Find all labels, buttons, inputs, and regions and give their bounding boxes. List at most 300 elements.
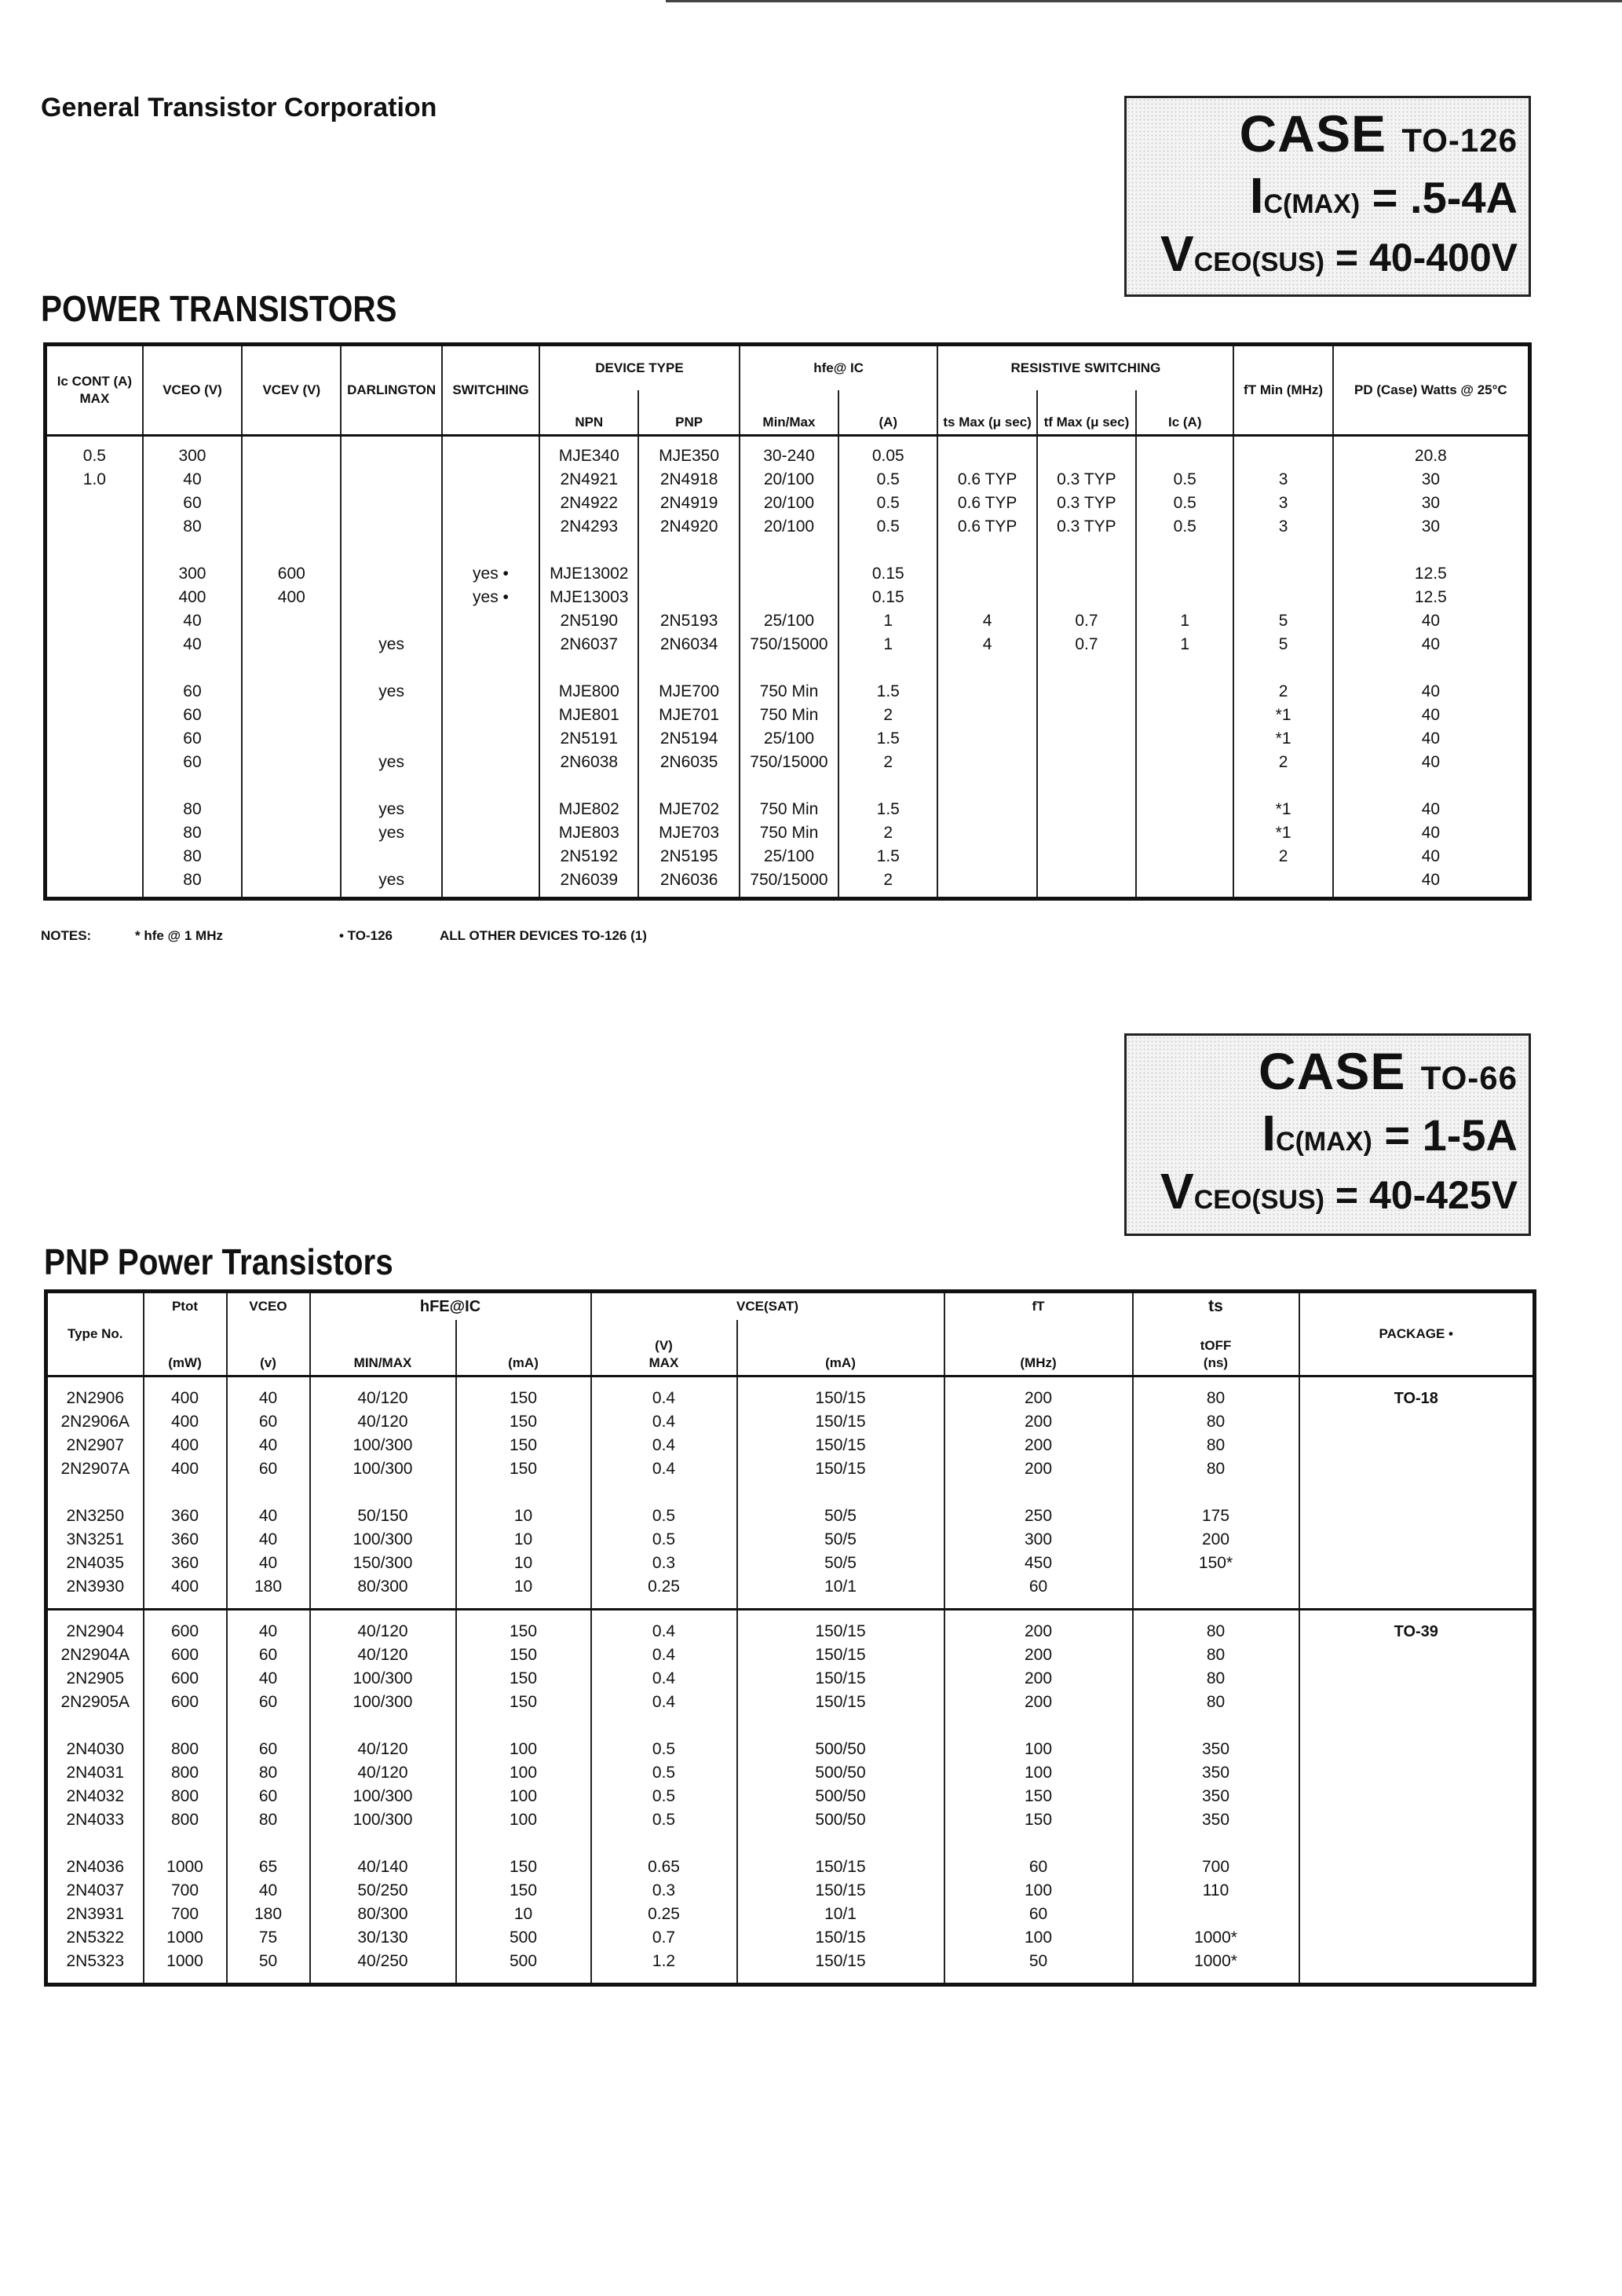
power-cell xyxy=(47,751,142,774)
pnp-cell: 2N4033 xyxy=(66,1811,125,1829)
power-cell xyxy=(342,468,440,492)
power-cell xyxy=(1137,444,1233,468)
case-box-to66 xyxy=(1124,1033,1531,1236)
power-cell xyxy=(47,633,142,656)
hdr-vceo: VCEO xyxy=(227,1292,310,1320)
pnp-cell: 400 xyxy=(170,1460,199,1478)
pnp-cell: 150 xyxy=(509,1389,538,1407)
pnp-cell: 175 xyxy=(1201,1507,1230,1525)
power-col-vcev xyxy=(242,436,341,899)
hdr-v: (V) xyxy=(655,1338,673,1353)
pnp-cell: 100 xyxy=(509,1764,538,1782)
power-cell: 2 xyxy=(1278,682,1288,700)
power-cell xyxy=(243,444,340,468)
pnp-cell: 40/120 xyxy=(357,1389,408,1407)
power-cell: 1 xyxy=(883,612,893,630)
hdr-pd-case: PD (Case) Watts @ 25°C xyxy=(1333,345,1530,436)
power-cell: 750 Min xyxy=(759,706,819,724)
power-cell xyxy=(443,680,539,704)
hdr-minmax: Min/Max xyxy=(740,390,838,436)
pnp-cell: 600 xyxy=(170,1646,199,1664)
note-hfe: * hfe @ 1 MHz xyxy=(135,928,223,943)
power-cell: 2N6039 xyxy=(560,871,619,889)
pnp-cell: 700 xyxy=(1201,1858,1230,1876)
pnp-col-ma xyxy=(456,1377,591,1610)
power-cell: 60 xyxy=(183,494,202,512)
pnp-cell: 0.4 xyxy=(652,1389,676,1407)
pnp-cell: 100/300 xyxy=(353,1530,413,1548)
power-cell xyxy=(1038,586,1135,609)
pnp-cell: 400 xyxy=(170,1578,199,1596)
pnp-cell: 40/140 xyxy=(357,1858,408,1876)
power-cell xyxy=(443,798,539,821)
pnp-cell: 360 xyxy=(170,1554,199,1572)
power-cell xyxy=(47,821,142,845)
power-cell xyxy=(1137,586,1233,609)
pnp-cell: 0.4 xyxy=(652,1436,676,1454)
pnp-col-minmax xyxy=(310,1377,456,1610)
power-cell xyxy=(342,704,440,727)
pnp-cell: 40 xyxy=(258,1436,278,1454)
power-cell xyxy=(938,751,1036,774)
power-cell xyxy=(443,704,539,727)
pnp-cell: 10 xyxy=(513,1530,533,1548)
pnp-cell: 150 xyxy=(509,1413,538,1431)
pnp-cell: 60 xyxy=(258,1646,278,1664)
hdr-ts: ts xyxy=(1133,1292,1299,1320)
pnp-cell: 800 xyxy=(170,1811,199,1829)
power-cell xyxy=(443,633,539,656)
pnp-cell: 700 xyxy=(170,1905,199,1923)
power-cell: 2N6034 xyxy=(659,635,718,653)
pnp-cell: 180 xyxy=(254,1578,283,1596)
company-name: General Transistor Corporation xyxy=(41,93,437,122)
pnp-cell: 150 xyxy=(509,1646,538,1664)
hdr-resistive-switching: RESISTIVE SWITCHING xyxy=(937,345,1233,390)
power-cell: 1 xyxy=(1180,635,1190,653)
power-col-tf xyxy=(1037,436,1136,899)
power-cell xyxy=(243,821,340,845)
power-cell: 40 xyxy=(1421,729,1441,748)
power-cell: MJE340 xyxy=(558,447,619,465)
power-cell: 0.6 TYP xyxy=(957,494,1017,512)
pnp-cell: 100 xyxy=(1024,1881,1053,1899)
hdr-switching: SWITCHING xyxy=(442,345,539,436)
pnp-cell: 100 xyxy=(509,1811,538,1829)
pnp-cell: 60 xyxy=(1028,1905,1048,1923)
pnp-cell: 150/15 xyxy=(815,1622,866,1640)
power-cell: *1 xyxy=(1275,729,1291,748)
pnp-cell: 80 xyxy=(1206,1389,1226,1407)
pnp-cell: 2N4035 xyxy=(66,1554,125,1572)
pnp-cell: 80 xyxy=(1206,1669,1226,1687)
power-cell: 40 xyxy=(1421,635,1441,653)
pnp-cell: 80 xyxy=(1206,1693,1226,1711)
pnp-cell: 80/300 xyxy=(357,1905,408,1923)
power-cell xyxy=(1234,586,1332,609)
power-cell: 2N6035 xyxy=(659,753,718,771)
hdr-vceo: VCEO (V) xyxy=(143,345,242,436)
power-cell: 0.6 TYP xyxy=(957,517,1017,536)
power-cell: 2N4919 xyxy=(659,494,718,512)
pnp-cell: 2N2905 xyxy=(66,1669,125,1687)
power-cell: 30 xyxy=(1421,470,1441,488)
power-cell xyxy=(1038,751,1135,774)
power-col-npn xyxy=(539,436,638,899)
pnp-transistors-table xyxy=(44,1289,1536,1987)
power-cell xyxy=(1038,444,1135,468)
pnp-cell: 500/50 xyxy=(815,1764,866,1782)
power-cell xyxy=(243,798,340,821)
power-cell xyxy=(1234,444,1332,468)
power-cell: MJE802 xyxy=(558,800,619,818)
pnp-col-ma2 xyxy=(737,1610,944,1985)
hdr-package: PACKAGE • xyxy=(1299,1292,1535,1377)
hdr-tf-max: tf Max (μ sec) xyxy=(1037,390,1136,436)
pnp-cell: 100 xyxy=(1024,1929,1053,1947)
power-cell: 2N4921 xyxy=(560,470,619,488)
power-cell: 0.3 TYP xyxy=(1057,494,1116,512)
power-cell xyxy=(443,444,539,468)
pnp-cell: 40 xyxy=(258,1507,278,1525)
pnp-cell xyxy=(1134,1575,1299,1599)
pnp-cell: 1000* xyxy=(1194,1952,1237,1970)
hdr-ic-cont: Ic CONT (A) MAX xyxy=(46,345,143,436)
pnp-cell: 60 xyxy=(258,1787,278,1805)
pnp-cell: 150/300 xyxy=(353,1554,413,1572)
power-cell xyxy=(47,798,142,821)
power-cell xyxy=(243,868,340,892)
pnp-cell: 1000 xyxy=(166,1858,203,1876)
pnp-cell: 150 xyxy=(509,1460,538,1478)
pnp-cell: 500/50 xyxy=(815,1740,866,1758)
power-cell: yes xyxy=(378,800,404,818)
pnp-cell: 200 xyxy=(1024,1693,1053,1711)
note-all-other: ALL OTHER DEVICES TO-126 (1) xyxy=(440,928,647,943)
power-cell: 20/100 xyxy=(763,517,815,536)
hdr-ft-unit: (MHz) xyxy=(944,1320,1133,1377)
top-rule xyxy=(666,0,1622,2)
hdr-ma2: (mA) xyxy=(737,1320,944,1377)
pnp-cell: 2N2904A xyxy=(60,1646,130,1664)
hdr-darlington: DARLINGTON xyxy=(341,345,441,436)
power-table-body xyxy=(46,436,1530,899)
pnp-cell: 65 xyxy=(258,1858,278,1876)
power-cell xyxy=(47,727,142,751)
pnp-cell: 360 xyxy=(170,1530,199,1548)
power-cell xyxy=(938,845,1036,868)
pnp-cell: 100/300 xyxy=(353,1693,413,1711)
pnp-cell: 50/5 xyxy=(824,1530,857,1548)
pnp-cell: 0.65 xyxy=(648,1858,680,1876)
pnp-cell: 50/5 xyxy=(824,1554,857,1572)
pnp-cell: 2N2906 xyxy=(66,1389,125,1407)
power-cell: yes • xyxy=(473,588,509,606)
power-cell xyxy=(443,845,539,868)
pnp-cell: 150/15 xyxy=(815,1881,866,1899)
pnp-cell: 0.3 xyxy=(652,1554,676,1572)
power-col-a xyxy=(838,436,937,899)
vceo-sus-spec: VCEO(SUS) = 40-425V xyxy=(1160,1163,1518,1219)
power-cell xyxy=(443,751,539,774)
power-cell: MJE800 xyxy=(558,682,619,700)
pnp-cell: 10/1 xyxy=(824,1578,857,1596)
pnp-cell: 80 xyxy=(1206,1646,1226,1664)
power-cell xyxy=(1038,727,1135,751)
power-cell: 300 xyxy=(178,565,206,583)
power-cell xyxy=(47,586,142,609)
ic-max-spec: IC(MAX) = 1-5A xyxy=(1262,1105,1518,1161)
pnp-cell: 0.4 xyxy=(652,1669,676,1687)
power-cell: 30 xyxy=(1421,517,1441,536)
pnp-cell: 2N5323 xyxy=(66,1952,125,1970)
hdr-minmax: MIN/MAX xyxy=(310,1320,456,1377)
hdr-v-max xyxy=(591,1320,737,1377)
power-cell xyxy=(1137,868,1233,892)
power-cell xyxy=(47,845,142,868)
power-cell: 2 xyxy=(883,824,893,842)
pnp-cell: 10 xyxy=(513,1507,533,1525)
power-cell xyxy=(1137,704,1233,727)
power-cell: 40 xyxy=(1421,706,1441,724)
hdr-ft-min: fT Min (MHz) xyxy=(1233,345,1332,436)
pnp-cell: 200 xyxy=(1024,1436,1053,1454)
pnp-cell: 400 xyxy=(170,1413,199,1431)
power-cell: 1.5 xyxy=(876,682,900,700)
power-cell xyxy=(938,444,1036,468)
pnp-cell: 150/15 xyxy=(815,1436,866,1454)
power-cell: 5 xyxy=(1278,635,1288,653)
power-cell xyxy=(1234,562,1332,586)
power-col-ic xyxy=(46,436,143,899)
power-cell: 80 xyxy=(183,800,202,818)
pnp-cell: 400 xyxy=(170,1389,199,1407)
power-cell xyxy=(243,704,340,727)
power-cell: 80 xyxy=(183,847,202,865)
pnp-cell: 2N2905A xyxy=(60,1693,130,1711)
power-cell: MJE13003 xyxy=(550,588,629,606)
pnp-cell: 150 xyxy=(509,1693,538,1711)
pnp-cell: 0.5 xyxy=(652,1740,676,1758)
pnp-cell: 0.5 xyxy=(652,1764,676,1782)
pnp-cell: 40 xyxy=(258,1389,278,1407)
power-cell: 2 xyxy=(883,753,893,771)
power-cell: 750 Min xyxy=(759,800,819,818)
power-cell: MJE803 xyxy=(558,824,619,842)
pnp-cell: 2N4037 xyxy=(66,1881,125,1899)
power-cell: 40 xyxy=(1421,847,1441,865)
power-cell xyxy=(1038,821,1135,845)
pnp-cell: 10 xyxy=(513,1554,533,1572)
pnp-cell: 350 xyxy=(1201,1740,1230,1758)
power-cell: 3 xyxy=(1278,494,1288,512)
power-cell xyxy=(639,562,738,586)
pnp-cell: 10/1 xyxy=(824,1905,857,1923)
power-cell: 2N6036 xyxy=(659,871,718,889)
power-cell: 4 xyxy=(982,612,992,630)
power-cell xyxy=(740,586,838,609)
pnp-cell: 100 xyxy=(509,1787,538,1805)
power-cell xyxy=(47,515,142,539)
power-cell: 12.5 xyxy=(1414,565,1447,583)
power-cell xyxy=(1137,821,1233,845)
pnp-cell: 0.4 xyxy=(652,1646,676,1664)
power-cell: 1.5 xyxy=(876,847,900,865)
power-cell: 2N5195 xyxy=(659,847,718,865)
power-cell xyxy=(1137,798,1233,821)
power-cell: 750/15000 xyxy=(750,635,828,653)
pnp-cell: 600 xyxy=(170,1693,199,1711)
pnp-cell: 150/15 xyxy=(815,1389,866,1407)
pnp-cell: 60 xyxy=(258,1693,278,1711)
hdr-hfe-ic: hfe@ IC xyxy=(740,345,938,390)
hdr-ts-max: ts Max (μ sec) xyxy=(937,390,1036,436)
pnp-cell: 60 xyxy=(258,1740,278,1758)
power-cell xyxy=(47,704,142,727)
case-box-to126 xyxy=(1124,96,1531,297)
power-cell: 80 xyxy=(183,871,202,889)
pnp-cell: 150 xyxy=(1024,1811,1053,1829)
pnp-cell: 150/15 xyxy=(815,1669,866,1687)
power-cell: *1 xyxy=(1275,824,1291,842)
pnp-cell: 100 xyxy=(1024,1740,1053,1758)
hdr-amp: (A) xyxy=(838,390,937,436)
power-cell: yes xyxy=(378,682,404,700)
pnp-cell: 500/50 xyxy=(815,1811,866,1829)
hdr-device-type: DEVICE TYPE xyxy=(539,345,740,390)
pnp-cell: 40/250 xyxy=(357,1952,408,1970)
power-cell: 2 xyxy=(883,706,893,724)
pnp-cell: 40 xyxy=(258,1622,278,1640)
power-cell: MJE700 xyxy=(659,682,720,700)
power-cell xyxy=(243,727,340,751)
pnp-cell: 300 xyxy=(1024,1530,1053,1548)
pnp-cell: 150/15 xyxy=(815,1858,866,1876)
power-cell: 0.3 TYP xyxy=(1057,470,1116,488)
pnp-cell: 2N2904 xyxy=(66,1622,125,1640)
power-cell: MJE801 xyxy=(558,706,619,724)
power-cell: 300 xyxy=(178,447,206,465)
pnp-cell: 0.3 xyxy=(652,1881,676,1899)
pnp-cell: 60 xyxy=(1028,1578,1048,1596)
hdr-type-no: Type No. xyxy=(46,1292,144,1377)
power-cell xyxy=(740,562,838,586)
pnp-cell: 150 xyxy=(509,1858,538,1876)
power-cell: 0.5 xyxy=(82,447,106,465)
power-cell xyxy=(639,586,738,609)
pnp-cell: 0.5 xyxy=(652,1530,676,1548)
power-cell: MJE703 xyxy=(659,824,720,842)
pnp-cell: 0.25 xyxy=(648,1578,680,1596)
power-cell xyxy=(1137,680,1233,704)
pnp-cell: 0.4 xyxy=(652,1693,676,1711)
vceo-sus-spec: VCEO(SUS) = 40-400V xyxy=(1160,225,1518,282)
pnp-cell: 100/300 xyxy=(353,1669,413,1687)
pnp-section-to18 xyxy=(46,1377,1535,1610)
power-col-ic2 xyxy=(1136,436,1233,899)
power-cell: 60 xyxy=(183,706,202,724)
pnp-cell: 100 xyxy=(509,1740,538,1758)
power-cell xyxy=(243,751,340,774)
power-cell xyxy=(243,515,340,539)
pnp-cell: 2N3931 xyxy=(66,1905,125,1923)
pnp-cell: 150 xyxy=(509,1881,538,1899)
power-cell: MJE702 xyxy=(659,800,720,818)
pnp-cell: 30/130 xyxy=(357,1929,408,1947)
pnp-cell: 1000* xyxy=(1194,1929,1237,1947)
power-col-vceo xyxy=(143,436,242,899)
pnp-cell: 150 xyxy=(509,1622,538,1640)
power-cell: 2 xyxy=(1278,753,1288,771)
pnp-col-ma2 xyxy=(737,1377,944,1610)
power-cell xyxy=(342,609,440,633)
power-cell xyxy=(342,586,440,609)
power-cell: 40 xyxy=(1421,871,1441,889)
pnp-cell: 50/250 xyxy=(357,1881,408,1899)
pnp-cell: 0.25 xyxy=(648,1905,680,1923)
pnp-cell: 40 xyxy=(258,1554,278,1572)
power-cell xyxy=(342,562,440,586)
pnp-cell: 2N4030 xyxy=(66,1740,125,1758)
pnp-cell: 80 xyxy=(1206,1460,1226,1478)
power-cell xyxy=(243,468,340,492)
hdr-vceo-unit: (v) xyxy=(227,1320,310,1377)
power-cell: 40 xyxy=(183,612,202,630)
power-cell xyxy=(342,444,440,468)
hdr-npn: NPN xyxy=(539,390,638,436)
power-cell: 2 xyxy=(1278,847,1288,865)
pnp-cell: 0.7 xyxy=(652,1929,676,1947)
power-cell xyxy=(1038,562,1135,586)
pnp-power-transistors-title: PNP Power Transistors xyxy=(44,1241,393,1282)
power-cell: 40 xyxy=(1421,612,1441,630)
pnp-cell: 600 xyxy=(170,1669,199,1687)
pnp-cell: 50/5 xyxy=(824,1507,857,1525)
pnp-cell: 350 xyxy=(1201,1787,1230,1805)
power-cell: 2N5192 xyxy=(560,847,619,865)
power-cell: 60 xyxy=(183,682,202,700)
pnp-cell: 40 xyxy=(258,1669,278,1687)
power-cell: yes xyxy=(378,753,404,771)
pnp-cell: 800 xyxy=(170,1787,199,1805)
power-cell: 3 xyxy=(1278,470,1288,488)
power-cell: 0.3 TYP xyxy=(1057,517,1116,536)
power-cell: 2N5190 xyxy=(560,612,619,630)
power-cell xyxy=(1137,845,1233,868)
power-cell: 2N4293 xyxy=(560,517,619,536)
pnp-cell: 360 xyxy=(170,1507,199,1525)
pnp-cell: 60 xyxy=(1028,1858,1048,1876)
power-cell: 0.7 xyxy=(1075,612,1098,630)
power-cell xyxy=(443,468,539,492)
pnp-cell: 1000 xyxy=(166,1952,203,1970)
power-cell xyxy=(47,680,142,704)
pnp-cell: 80/300 xyxy=(357,1578,408,1596)
pnp-cell: 150 xyxy=(509,1669,538,1687)
hdr-ic-a: Ic (A) xyxy=(1136,390,1233,436)
power-cell: 2N4922 xyxy=(560,494,619,512)
pnp-cell: 40/120 xyxy=(357,1646,408,1664)
power-col-sw xyxy=(442,436,539,899)
power-cell xyxy=(342,492,440,515)
pnp-cell: 10 xyxy=(513,1905,533,1923)
pnp-cell: 60 xyxy=(258,1460,278,1478)
power-cell: 40 xyxy=(1421,753,1441,771)
pnp-cell: 40/120 xyxy=(357,1764,408,1782)
pnp-cell: 40/120 xyxy=(357,1740,408,1758)
power-cell xyxy=(938,821,1036,845)
package-cell: TO-18 xyxy=(1299,1377,1535,1610)
